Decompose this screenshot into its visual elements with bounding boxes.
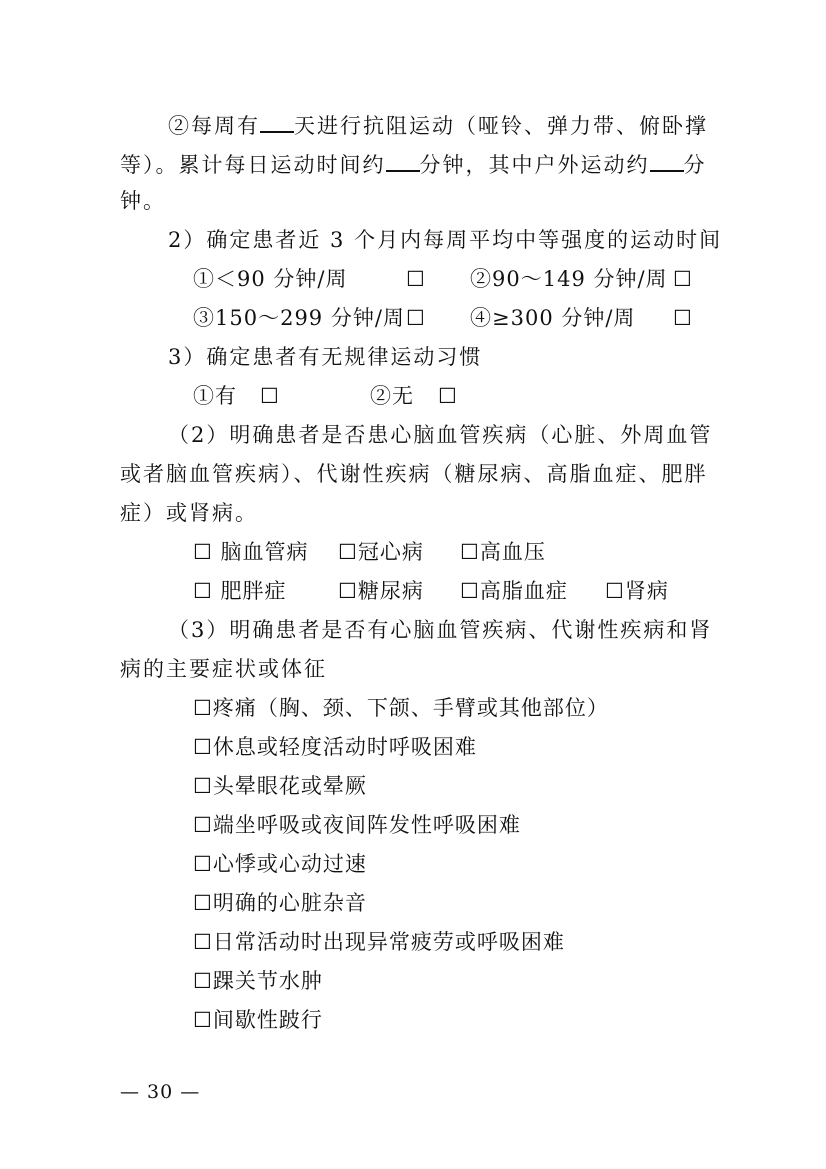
symptom-dyspnea-rest[interactable]: ☐休息或轻度活动时呼吸困难	[193, 735, 477, 759]
checkbox-yes[interactable]: ☐	[260, 384, 279, 408]
daily-exercise-time-line	[120, 148, 720, 179]
symptom-ankle-edema[interactable]: ☐踝关节水肿	[193, 969, 323, 993]
fill-blank-days[interactable]	[260, 109, 294, 133]
text-segment: 分钟，其中户外运动约	[419, 153, 650, 177]
disease-kidney[interactable]: ☐肾病	[605, 579, 669, 603]
weekly-resistance-line	[168, 109, 720, 140]
option-lt-90: ①＜90 分钟/周	[193, 267, 348, 291]
option-90-149: ②90～149 分钟/周	[470, 267, 668, 291]
paragraph-end-line: 钟。	[120, 189, 166, 213]
symptom-dizziness[interactable]: ☐头晕眼花或晕厥	[193, 774, 367, 798]
question-3-title: 3）确定患者有无规律运动习惯	[168, 345, 483, 369]
fill-blank-outdoor-minutes[interactable]	[650, 148, 684, 172]
section-2-line-1: （2）明确患者是否患心脑血管疾病（心脏、外周血管	[168, 423, 713, 447]
option-gte-300: ④≥300 分钟/周	[470, 306, 636, 330]
disease-coronary[interactable]: ☐冠心病	[338, 540, 424, 564]
text-segment: 天进行抗阻运动（哑铃、弹力带、俯卧撑	[294, 114, 708, 138]
checkbox-option-4[interactable]: ☐	[673, 306, 692, 330]
option-yes: ①有	[193, 384, 237, 408]
section-3-line-1: （3）明确患者是否有心脑血管疾病、代谢性疾病和肾	[168, 618, 713, 642]
checkbox-option-2[interactable]: ☐	[673, 267, 692, 291]
disease-obesity[interactable]: ☐ 肥胖症	[193, 579, 287, 603]
checkbox-option-3[interactable]: ☐	[406, 306, 425, 330]
disease-hypertension[interactable]: ☐高血压	[460, 540, 546, 564]
text-segment: ②每周有	[168, 114, 260, 138]
option-no: ②无	[370, 384, 414, 408]
fill-blank-daily-minutes[interactable]	[386, 148, 420, 172]
symptom-pain[interactable]: ☐疼痛（胸、颈、下颌、手臂或其他部位）	[193, 696, 609, 720]
text-segment: 等）。累计每日运动时间约	[120, 153, 386, 177]
symptom-claudication[interactable]: ☐间歇性跛行	[193, 1008, 323, 1032]
section-2-line-3: 症）或肾病。	[120, 501, 258, 525]
checkbox-option-1[interactable]: ☐	[406, 267, 425, 291]
disease-hyperlipidemia[interactable]: ☐高脂血症	[460, 579, 568, 603]
question-2-title: 2）确定患者近 3 个月内每周平均中等强度的运动时间	[168, 228, 723, 252]
section-2-line-2: 或者脑血管疾病）、代谢性疾病（糖尿病、高脂血症、肥胖	[120, 462, 708, 486]
symptom-heart-murmur[interactable]: ☐明确的心脏杂音	[193, 891, 367, 915]
page-number: — 30 —	[120, 1081, 201, 1103]
symptom-fatigue[interactable]: ☐日常活动时出现异常疲劳或呼吸困难	[193, 930, 565, 954]
section-3-line-2: 病的主要症状或体征	[120, 657, 327, 681]
disease-diabetes[interactable]: ☐糖尿病	[338, 579, 424, 603]
symptom-orthopnea[interactable]: ☐端坐呼吸或夜间阵发性呼吸困难	[193, 813, 521, 837]
checkbox-no[interactable]: ☐	[438, 384, 457, 408]
symptom-palpitations[interactable]: ☐心悸或心动过速	[193, 852, 367, 876]
text-segment: 分	[683, 153, 707, 177]
disease-cerebrovascular[interactable]: ☐ 脑血管病	[193, 540, 309, 564]
option-150-299: ③150～299 分钟/周	[193, 306, 405, 330]
